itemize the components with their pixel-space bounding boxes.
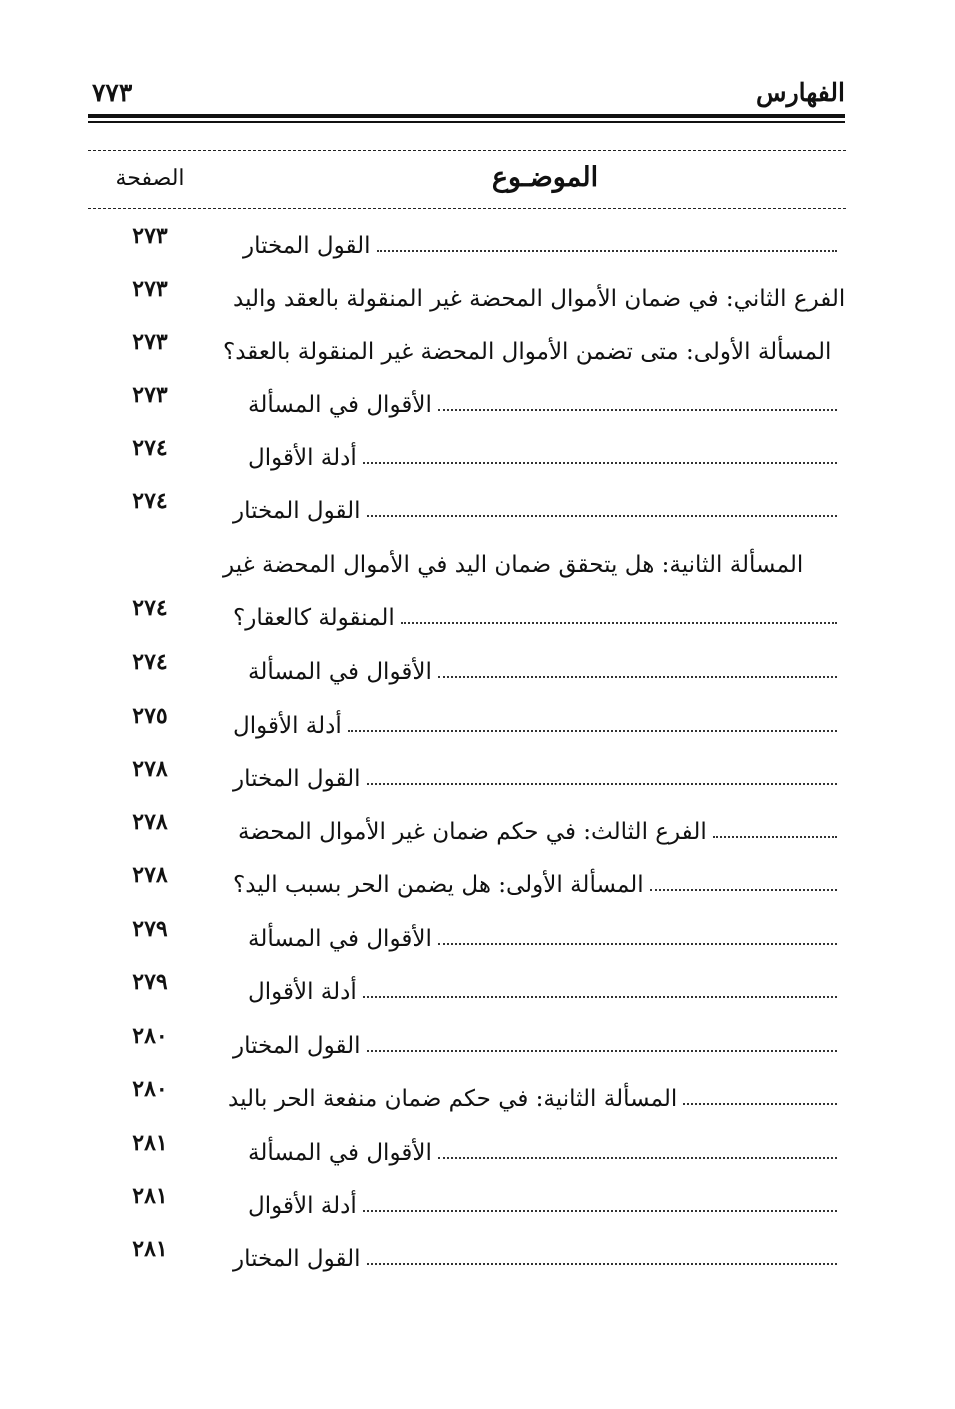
page-number: ٧٧٣ bbox=[92, 78, 133, 107]
toc-entry bbox=[233, 858, 843, 898]
dot-leader bbox=[363, 462, 837, 464]
toc-entry-page: ٢٧٣ bbox=[132, 329, 168, 355]
dot-leader bbox=[377, 250, 837, 252]
toc-row bbox=[0, 1072, 955, 1112]
toc-entry bbox=[248, 1179, 843, 1219]
dot-leader bbox=[438, 676, 837, 678]
toc-entry-title: أدلة الأقوال bbox=[248, 445, 357, 471]
toc-entry-title: الفرع الثاني: في ضمان الأموال المحضة غير المنقولة بالعقد واليد bbox=[233, 286, 846, 312]
toc-row bbox=[0, 965, 955, 1005]
toc-entry bbox=[233, 272, 846, 312]
toc-entry bbox=[243, 219, 843, 259]
toc-row bbox=[0, 431, 955, 471]
toc-entry-title: أدلة الأقوال bbox=[248, 1193, 357, 1219]
toc-entry bbox=[233, 1232, 843, 1272]
dot-leader bbox=[438, 409, 837, 411]
toc-row bbox=[0, 645, 955, 685]
dot-leader bbox=[438, 1157, 837, 1159]
toc-entry bbox=[248, 1126, 843, 1166]
toc-entry-page: ٢٨٠ bbox=[132, 1023, 168, 1049]
toc-entry-title: القول المختار bbox=[233, 498, 361, 524]
toc-row bbox=[0, 1126, 955, 1166]
toc-row bbox=[0, 272, 955, 312]
toc-row bbox=[0, 1232, 955, 1272]
toc-entry-page: ٢٧٣ bbox=[132, 223, 168, 249]
dot-leader bbox=[367, 1263, 837, 1265]
toc-entry-title: الأقوال في المسألة bbox=[248, 1140, 432, 1166]
toc-entry-page: ٢٧٤ bbox=[132, 435, 168, 461]
toc-entry-title: القول المختار bbox=[233, 766, 361, 792]
column-header-page: الصفحة bbox=[115, 166, 185, 191]
toc-entry bbox=[248, 378, 843, 418]
toc-row bbox=[0, 912, 955, 952]
toc-row bbox=[0, 484, 955, 524]
toc-entry-page: ٢٧٤ bbox=[132, 595, 168, 621]
toc-entry bbox=[223, 325, 843, 365]
toc-entry-page: ٢٧٣ bbox=[132, 276, 168, 302]
toc-entry-page: ٢٧٣ bbox=[132, 382, 168, 408]
toc-entry-title: المسألة الثانية: في حكم ضمان منفعة الحر باليد bbox=[228, 1086, 678, 1112]
toc-entry-page: ٢٧٩ bbox=[132, 916, 168, 942]
dot-leader bbox=[363, 1210, 837, 1212]
toc-entry-page: ٢٧٨ bbox=[132, 809, 168, 835]
toc-entry-page: ٢٧٤ bbox=[132, 649, 168, 675]
toc-entry-title: الأقوال في المسألة bbox=[248, 392, 432, 418]
toc-row bbox=[0, 858, 955, 898]
toc-entry bbox=[248, 645, 843, 685]
toc-entry-page: ٢٧٩ bbox=[132, 969, 168, 995]
toc-row bbox=[0, 1019, 955, 1059]
toc-entry-page: ٢٧٤ bbox=[132, 488, 168, 514]
toc-entry-title: القول المختار bbox=[233, 1033, 361, 1059]
dot-leader bbox=[363, 996, 837, 998]
toc-entry bbox=[223, 538, 843, 578]
toc-entry bbox=[248, 965, 843, 1005]
toc-entry bbox=[233, 699, 843, 739]
toc-row bbox=[0, 219, 955, 259]
toc-entry bbox=[233, 484, 843, 524]
header-title: الفهارس bbox=[756, 78, 845, 107]
toc-entry-title: المسألة الأولى: متى تضمن الأموال المحضة غير المنقولة بالعقد؟ bbox=[223, 339, 832, 365]
dot-leader bbox=[650, 889, 837, 891]
toc-row bbox=[0, 591, 955, 631]
toc-row bbox=[0, 538, 955, 578]
dot-leader bbox=[367, 783, 837, 785]
toc-entry bbox=[233, 1019, 843, 1059]
toc-entry-title: الأقوال في المسألة bbox=[248, 659, 432, 685]
toc-row bbox=[0, 325, 955, 365]
toc-entry-page: ٢٨١ bbox=[132, 1183, 168, 1209]
toc-entry-page: ٢٧٥ bbox=[132, 703, 168, 729]
toc-row bbox=[0, 699, 955, 739]
toc-row bbox=[0, 752, 955, 792]
toc-entry-title: القول المختار bbox=[243, 233, 371, 259]
dot-leader bbox=[401, 622, 837, 624]
toc-entry-page: ٢٨٠ bbox=[132, 1076, 168, 1102]
toc-entry bbox=[248, 912, 843, 952]
dot-leader bbox=[713, 836, 837, 838]
toc-entry-title: القول المختار bbox=[233, 1246, 361, 1272]
toc-entry bbox=[248, 431, 843, 471]
toc-entry-title: المسألة الثانية: هل يتحقق ضمان اليد في الأموال المحضة غير bbox=[223, 552, 804, 578]
toc-entry bbox=[238, 805, 843, 845]
toc-entry-title: أدلة الأقوال bbox=[248, 979, 357, 1005]
toc-entry-page: ٢٧٨ bbox=[132, 756, 168, 782]
toc-entry bbox=[233, 591, 843, 631]
toc-entry-title: المسألة الأولى: هل يضمن الحر بسبب اليد؟ bbox=[233, 872, 644, 898]
dot-leader bbox=[367, 1050, 837, 1052]
toc-entry-title: أدلة الأقوال bbox=[233, 713, 342, 739]
toc-row bbox=[0, 1179, 955, 1219]
toc-entry bbox=[233, 752, 843, 792]
toc-entry-title: الأقوال في المسألة bbox=[248, 926, 432, 952]
column-header-topic: الموضـوع bbox=[491, 162, 599, 193]
toc-entry-page: ٢٨١ bbox=[132, 1236, 168, 1262]
toc-row bbox=[0, 805, 955, 845]
toc-entry-title: المنقولة كالعقار؟ bbox=[233, 605, 395, 631]
toc-entry-title: الفرع الثالث: في حكم ضمان غير الأموال المحضة bbox=[238, 819, 707, 845]
dot-leader bbox=[367, 515, 837, 517]
toc-entry-page: ٢٨١ bbox=[132, 1130, 168, 1156]
dot-leader bbox=[438, 943, 837, 945]
toc-entry bbox=[228, 1072, 843, 1112]
dot-leader bbox=[683, 1103, 837, 1105]
dot-leader bbox=[348, 730, 837, 732]
toc-row bbox=[0, 378, 955, 418]
toc-entry-page: ٢٧٨ bbox=[132, 862, 168, 888]
